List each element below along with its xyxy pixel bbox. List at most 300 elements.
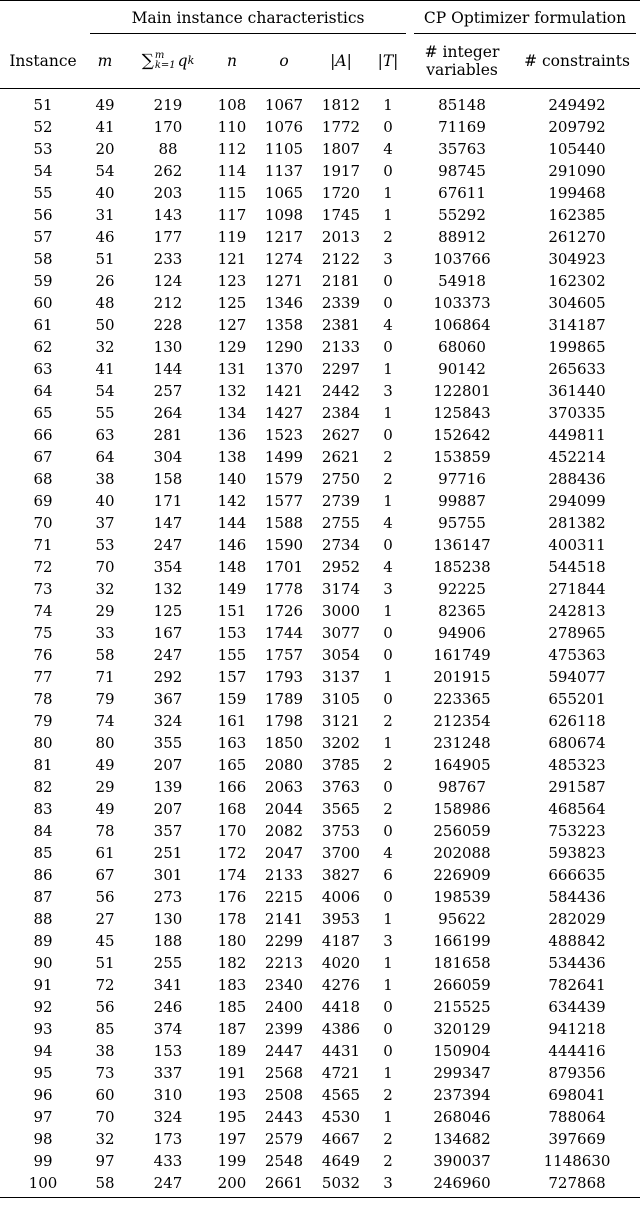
col-header-arcs: |A| xyxy=(330,52,352,70)
cell-n: 174 xyxy=(217,866,247,884)
cell-constraints: 265633 xyxy=(548,360,606,378)
cell-o: 1427 xyxy=(264,404,304,422)
cell-constraints: 400311 xyxy=(548,536,606,554)
col-header-integer-variables-line2: variables xyxy=(426,61,498,79)
cell-o: 1523 xyxy=(264,426,304,444)
cell-t: 2 xyxy=(383,470,393,488)
cell-sum-q: 433 xyxy=(153,1152,183,1170)
cell-t: 3 xyxy=(383,580,393,598)
table-row xyxy=(0,754,640,776)
cell-integer-variables: 223365 xyxy=(433,690,491,708)
cell-n: 108 xyxy=(217,96,247,114)
cell-n: 129 xyxy=(217,338,247,356)
cell-integer-variables: 198539 xyxy=(433,888,491,906)
header-group-row xyxy=(0,1,640,35)
cell-t: 0 xyxy=(383,426,393,444)
cell-m: 49 xyxy=(95,800,115,818)
cell-m: 60 xyxy=(95,1086,115,1104)
cell-constraints: 291587 xyxy=(548,778,606,796)
cell-m: 70 xyxy=(95,558,115,576)
group-header-main-rule xyxy=(90,33,406,34)
cell-sum-q: 281 xyxy=(153,426,183,444)
cell-o: 1757 xyxy=(264,646,304,664)
cell-arcs: 2952 xyxy=(321,558,361,576)
cell-t: 0 xyxy=(383,272,393,290)
table-row xyxy=(0,116,640,138)
cell-m: 38 xyxy=(95,1042,115,1060)
cell-n: 163 xyxy=(217,734,247,752)
cell-arcs: 2442 xyxy=(321,382,361,400)
cell-constraints: 291090 xyxy=(548,162,606,180)
cell-sum-q: 173 xyxy=(153,1130,183,1148)
cell-instance: 82 xyxy=(33,778,53,796)
cell-m: 20 xyxy=(95,140,115,158)
cell-m: 45 xyxy=(95,932,115,950)
cell-instance: 93 xyxy=(33,1020,53,1038)
cell-constraints: 449811 xyxy=(548,426,606,444)
cell-sum-q: 247 xyxy=(153,646,183,664)
table-row xyxy=(0,1018,640,1040)
cell-sum-q: 130 xyxy=(153,338,183,356)
cell-o: 1271 xyxy=(264,272,304,290)
cell-m: 27 xyxy=(95,910,115,928)
cell-m: 46 xyxy=(95,228,115,246)
cell-o: 1726 xyxy=(264,602,304,620)
cell-m: 63 xyxy=(95,426,115,444)
cell-instance: 98 xyxy=(33,1130,53,1148)
cell-instance: 51 xyxy=(33,96,53,114)
cell-t: 1 xyxy=(383,668,393,686)
cell-arcs: 1807 xyxy=(321,140,361,158)
cell-instance: 68 xyxy=(33,470,53,488)
cell-sum-q: 228 xyxy=(153,316,183,334)
cell-instance: 95 xyxy=(33,1064,53,1082)
cell-t: 0 xyxy=(383,1042,393,1060)
table-row xyxy=(0,1106,640,1128)
cell-integer-variables: 161749 xyxy=(433,646,491,664)
cell-n: 142 xyxy=(217,492,247,510)
table-row xyxy=(0,776,640,798)
cell-instance: 87 xyxy=(33,888,53,906)
cell-instance: 65 xyxy=(33,404,53,422)
table-row xyxy=(0,952,640,974)
cell-instance: 94 xyxy=(33,1042,53,1060)
cell-n: 115 xyxy=(217,184,247,202)
cell-arcs: 2734 xyxy=(321,536,361,554)
table-row xyxy=(0,490,640,512)
cell-arcs: 2122 xyxy=(321,250,361,268)
col-header-constraints: # constraints xyxy=(524,52,630,70)
cell-arcs: 4649 xyxy=(321,1152,361,1170)
cell-constraints: 626118 xyxy=(548,712,606,730)
cell-n: 121 xyxy=(217,250,247,268)
cell-n: 138 xyxy=(217,448,247,466)
cell-instance: 88 xyxy=(33,910,53,928)
cell-n: 146 xyxy=(217,536,247,554)
cell-constraints: 304605 xyxy=(548,294,606,312)
table-row xyxy=(0,1172,640,1198)
cell-t: 2 xyxy=(383,800,393,818)
cell-t: 2 xyxy=(383,712,393,730)
cell-instance: 89 xyxy=(33,932,53,950)
cell-instance: 90 xyxy=(33,954,53,972)
cell-n: 112 xyxy=(217,140,247,158)
cell-integer-variables: 201915 xyxy=(433,668,491,686)
cell-n: 187 xyxy=(217,1020,247,1038)
cell-instance: 100 xyxy=(28,1174,58,1192)
col-header-sum-q xyxy=(124,34,212,89)
cell-instance: 75 xyxy=(33,624,53,642)
cell-constraints: 634439 xyxy=(548,998,606,1016)
cell-constraints: 288436 xyxy=(548,470,606,488)
cell-t: 3 xyxy=(383,932,393,950)
cell-o: 2047 xyxy=(264,844,304,862)
cell-o: 1137 xyxy=(264,162,304,180)
cell-instance: 69 xyxy=(33,492,53,510)
cell-t: 1 xyxy=(383,96,393,114)
cell-sum-q: 324 xyxy=(153,1108,183,1126)
table-row xyxy=(0,556,640,578)
cell-o: 2133 xyxy=(264,866,304,884)
group-header-cp-label: CP Optimizer formulation xyxy=(423,8,627,27)
cell-constraints: 753223 xyxy=(548,822,606,840)
cell-instance: 71 xyxy=(33,536,53,554)
cell-sum-q: 124 xyxy=(153,272,183,290)
table-row xyxy=(0,314,640,336)
cell-m: 61 xyxy=(95,844,115,862)
cell-n: 119 xyxy=(217,228,247,246)
cell-m: 32 xyxy=(95,580,115,598)
table-row xyxy=(0,996,640,1018)
cell-o: 1067 xyxy=(264,96,304,114)
cell-m: 31 xyxy=(95,206,115,224)
table-row xyxy=(0,732,640,754)
cell-m: 97 xyxy=(95,1152,115,1170)
cell-integer-variables: 125843 xyxy=(433,404,491,422)
cell-sum-q: 203 xyxy=(153,184,183,202)
group-header-main xyxy=(86,1,410,35)
cell-n: 148 xyxy=(217,558,247,576)
cell-sum-q: 310 xyxy=(153,1086,183,1104)
cell-sum-q: 357 xyxy=(153,822,183,840)
cell-constraints: 199865 xyxy=(548,338,606,356)
cell-t: 1 xyxy=(383,602,393,620)
cell-m: 41 xyxy=(95,360,115,378)
cell-arcs: 2381 xyxy=(321,316,361,334)
cell-n: 149 xyxy=(217,580,247,598)
cell-constraints: 452214 xyxy=(548,448,606,466)
cell-t: 2 xyxy=(383,1130,393,1148)
cell-integer-variables: 268046 xyxy=(433,1108,491,1126)
cell-t: 3 xyxy=(383,382,393,400)
cell-constraints: 879356 xyxy=(548,1064,606,1082)
cell-instance: 66 xyxy=(33,426,53,444)
cell-integer-variables: 35763 xyxy=(438,140,486,158)
cell-integer-variables: 136147 xyxy=(433,536,491,554)
cell-constraints: 727868 xyxy=(548,1174,606,1192)
cell-o: 2508 xyxy=(264,1086,304,1104)
cell-m: 70 xyxy=(95,1108,115,1126)
cell-o: 1346 xyxy=(264,294,304,312)
table-row xyxy=(0,644,640,666)
cell-integer-variables: 158986 xyxy=(433,800,491,818)
table-row xyxy=(0,578,640,600)
cell-n: 134 xyxy=(217,404,247,422)
cell-m: 67 xyxy=(95,866,115,884)
cell-n: 183 xyxy=(217,976,247,994)
col-header-n: n xyxy=(227,52,237,70)
cell-integer-variables: 256059 xyxy=(433,822,491,840)
cell-m: 74 xyxy=(95,712,115,730)
cell-t: 4 xyxy=(383,316,393,334)
cell-m: 56 xyxy=(95,998,115,1016)
cell-m: 26 xyxy=(95,272,115,290)
cell-sum-q: 167 xyxy=(153,624,183,642)
col-header-instance: Instance xyxy=(9,52,77,70)
cell-sum-q: 247 xyxy=(153,1174,183,1192)
cell-t: 1 xyxy=(383,206,393,224)
cell-instance: 96 xyxy=(33,1086,53,1104)
cell-n: 144 xyxy=(217,514,247,532)
cell-o: 2299 xyxy=(264,932,304,950)
cell-o: 2044 xyxy=(264,800,304,818)
cell-constraints: 209792 xyxy=(548,118,606,136)
cell-integer-variables: 94906 xyxy=(438,624,486,642)
cell-instance: 77 xyxy=(33,668,53,686)
cell-instance: 56 xyxy=(33,206,53,224)
cell-arcs: 4667 xyxy=(321,1130,361,1148)
cell-integer-variables: 85148 xyxy=(438,96,486,114)
cell-o: 2340 xyxy=(264,976,304,994)
cell-n: 166 xyxy=(217,778,247,796)
table-row xyxy=(0,710,640,732)
cell-o: 1358 xyxy=(264,316,304,334)
cell-o: 1789 xyxy=(264,690,304,708)
table-row xyxy=(0,1128,640,1150)
cell-instance: 60 xyxy=(33,294,53,312)
cell-sum-q: 212 xyxy=(153,294,183,312)
cell-arcs: 2621 xyxy=(321,448,361,466)
cell-t: 0 xyxy=(383,536,393,554)
cell-m: 79 xyxy=(95,690,115,708)
cell-arcs: 3174 xyxy=(321,580,361,598)
cell-t: 0 xyxy=(383,998,393,1016)
cell-integer-variables: 82365 xyxy=(438,602,486,620)
cell-arcs: 4187 xyxy=(321,932,361,950)
cell-constraints: 1148630 xyxy=(543,1152,611,1170)
cell-n: 182 xyxy=(217,954,247,972)
cell-m: 32 xyxy=(95,1130,115,1148)
cell-sum-q: 158 xyxy=(153,470,183,488)
sum-q-expression xyxy=(142,51,195,71)
cell-o: 1105 xyxy=(264,140,304,158)
cell-m: 54 xyxy=(95,382,115,400)
cell-arcs: 3953 xyxy=(321,910,361,928)
cell-integer-variables: 98767 xyxy=(438,778,486,796)
cell-integer-variables: 212354 xyxy=(433,712,491,730)
cell-sum-q: 355 xyxy=(153,734,183,752)
cell-o: 2400 xyxy=(264,998,304,1016)
table-row xyxy=(0,204,640,226)
cell-sum-q: 139 xyxy=(153,778,183,796)
cell-constraints: 162302 xyxy=(548,272,606,290)
cell-arcs: 4276 xyxy=(321,976,361,994)
cell-n: 161 xyxy=(217,712,247,730)
cell-arcs: 2181 xyxy=(321,272,361,290)
cell-n: 157 xyxy=(217,668,247,686)
cell-n: 176 xyxy=(217,888,247,906)
sum-variable: q xyxy=(177,52,188,70)
cell-sum-q: 125 xyxy=(153,602,183,620)
cell-n: 136 xyxy=(217,426,247,444)
cell-m: 72 xyxy=(95,976,115,994)
cell-m: 78 xyxy=(95,822,115,840)
cell-n: 165 xyxy=(217,756,247,774)
cell-t: 1 xyxy=(383,1108,393,1126)
cell-t: 2 xyxy=(383,1152,393,1170)
cell-arcs: 5032 xyxy=(321,1174,361,1192)
cell-m: 41 xyxy=(95,118,115,136)
cell-arcs: 3000 xyxy=(321,602,361,620)
cell-integer-variables: 98745 xyxy=(438,162,486,180)
cell-constraints: 666635 xyxy=(548,866,606,884)
cell-integer-variables: 122801 xyxy=(433,382,491,400)
cell-arcs: 2750 xyxy=(321,470,361,488)
table-body xyxy=(0,89,640,1198)
cell-constraints: 584436 xyxy=(548,888,606,906)
cell-n: 199 xyxy=(217,1152,247,1170)
cell-m: 40 xyxy=(95,492,115,510)
cell-n: 189 xyxy=(217,1042,247,1060)
cell-o: 2661 xyxy=(264,1174,304,1192)
cell-arcs: 2755 xyxy=(321,514,361,532)
cell-t: 0 xyxy=(383,822,393,840)
cell-constraints: 544518 xyxy=(548,558,606,576)
cell-integer-variables: 266059 xyxy=(433,976,491,994)
cell-m: 51 xyxy=(95,250,115,268)
cell-constraints: 594077 xyxy=(548,668,606,686)
cell-t: 2 xyxy=(383,756,393,774)
cell-arcs: 2627 xyxy=(321,426,361,444)
cell-sum-q: 354 xyxy=(153,558,183,576)
cell-constraints: 397669 xyxy=(548,1130,606,1148)
cell-m: 40 xyxy=(95,184,115,202)
cell-t: 0 xyxy=(383,646,393,664)
cell-arcs: 4431 xyxy=(321,1042,361,1060)
table-row xyxy=(0,930,640,952)
cell-m: 55 xyxy=(95,404,115,422)
cell-integer-variables: 54918 xyxy=(438,272,486,290)
cell-integer-variables: 150904 xyxy=(433,1042,491,1060)
table-row xyxy=(0,358,640,380)
cell-sum-q: 273 xyxy=(153,888,183,906)
cell-integer-variables: 92225 xyxy=(438,580,486,598)
cell-constraints: 278965 xyxy=(548,624,606,642)
cell-o: 1076 xyxy=(264,118,304,136)
table-row xyxy=(0,160,640,182)
cell-integer-variables: 226909 xyxy=(433,866,491,884)
cell-n: 114 xyxy=(217,162,247,180)
cell-arcs: 4565 xyxy=(321,1086,361,1104)
cell-constraints: 782641 xyxy=(548,976,606,994)
cell-n: 155 xyxy=(217,646,247,664)
cell-integer-variables: 237394 xyxy=(433,1086,491,1104)
cell-instance: 53 xyxy=(33,140,53,158)
cell-sum-q: 130 xyxy=(153,910,183,928)
cell-arcs: 3077 xyxy=(321,624,361,642)
table-row xyxy=(0,688,640,710)
cell-n: 140 xyxy=(217,470,247,488)
cell-arcs: 2297 xyxy=(321,360,361,378)
cell-instance: 59 xyxy=(33,272,53,290)
cell-o: 1590 xyxy=(264,536,304,554)
cell-n: 195 xyxy=(217,1108,247,1126)
cell-constraints: 294099 xyxy=(548,492,606,510)
cell-sum-q: 246 xyxy=(153,998,183,1016)
cell-instance: 54 xyxy=(33,162,53,180)
table-row xyxy=(0,182,640,204)
cell-m: 85 xyxy=(95,1020,115,1038)
cell-m: 29 xyxy=(95,778,115,796)
cell-instance: 74 xyxy=(33,602,53,620)
cell-n: 191 xyxy=(217,1064,247,1082)
cell-n: 151 xyxy=(217,602,247,620)
cell-instance: 79 xyxy=(33,712,53,730)
cell-integer-variables: 99887 xyxy=(438,492,486,510)
cell-arcs: 3105 xyxy=(321,690,361,708)
cell-m: 71 xyxy=(95,668,115,686)
cell-constraints: 361440 xyxy=(548,382,606,400)
cell-m: 32 xyxy=(95,338,115,356)
sum-symbol: ∑ xyxy=(141,51,154,71)
table-row xyxy=(0,226,640,248)
cell-arcs: 3753 xyxy=(321,822,361,840)
cell-m: 51 xyxy=(95,954,115,972)
cell-integer-variables: 95622 xyxy=(438,910,486,928)
cell-constraints: 698041 xyxy=(548,1086,606,1104)
cell-integer-variables: 103373 xyxy=(433,294,491,312)
cell-t: 1 xyxy=(383,184,393,202)
table-row xyxy=(0,886,640,908)
cell-instance: 52 xyxy=(33,118,53,136)
cell-instance: 64 xyxy=(33,382,53,400)
cell-o: 2579 xyxy=(264,1130,304,1148)
cell-instance: 62 xyxy=(33,338,53,356)
cell-sum-q: 262 xyxy=(153,162,183,180)
cell-m: 29 xyxy=(95,602,115,620)
cell-n: 117 xyxy=(217,206,247,224)
cell-arcs: 1772 xyxy=(321,118,361,136)
cell-n: 200 xyxy=(217,1174,247,1192)
cell-arcs: 4020 xyxy=(321,954,361,972)
cell-arcs: 1812 xyxy=(321,96,361,114)
cell-instance: 85 xyxy=(33,844,53,862)
table-row xyxy=(0,974,640,996)
col-header-t: |T| xyxy=(377,52,399,70)
cell-sum-q: 147 xyxy=(153,514,183,532)
cell-sum-q: 219 xyxy=(153,96,183,114)
cell-instance: 67 xyxy=(33,448,53,466)
cell-n: 172 xyxy=(217,844,247,862)
cell-sum-q: 292 xyxy=(153,668,183,686)
cell-constraints: 105440 xyxy=(548,140,606,158)
cell-arcs: 2013 xyxy=(321,228,361,246)
cell-integer-variables: 202088 xyxy=(433,844,491,862)
sum-upper-limit: m xyxy=(154,50,165,61)
cell-instance: 83 xyxy=(33,800,53,818)
cell-arcs: 4386 xyxy=(321,1020,361,1038)
cell-sum-q: 207 xyxy=(153,800,183,818)
